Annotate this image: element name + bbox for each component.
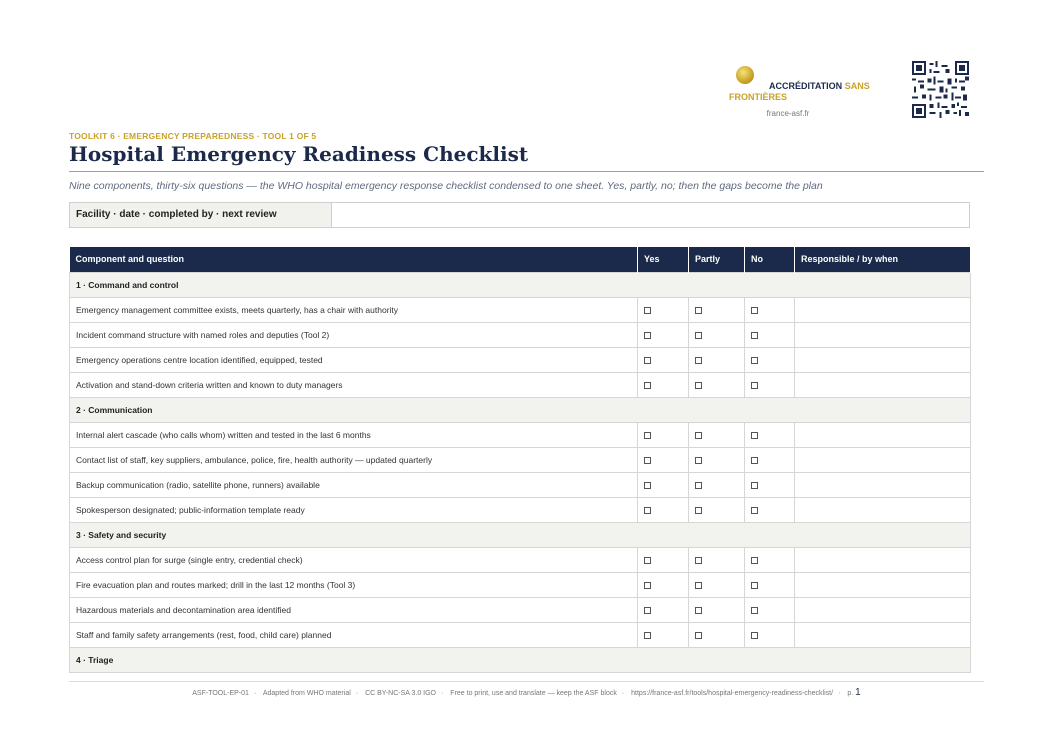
table-row	[70, 497, 971, 522]
table-row	[70, 372, 971, 397]
table-row	[70, 572, 971, 597]
responsible-field[interactable]	[795, 472, 971, 497]
no-cell	[745, 547, 795, 572]
no-cell	[745, 322, 795, 347]
footer-usage: Free to print, use and translate — keep the ASF block	[450, 690, 617, 697]
table-header-row	[70, 247, 971, 272]
yes-cell	[638, 572, 689, 597]
question-text: Contact list of staff, key suppliers, ambulance, police, fire, health authority — updated quarterly	[70, 447, 638, 472]
yes-checkbox[interactable]	[644, 357, 651, 364]
footer-page-prefix: p.	[847, 690, 854, 697]
facility-field[interactable]	[332, 203, 969, 227]
table-row	[70, 547, 971, 572]
question-text: Backup communication (radio, satellite phone, runners) available	[70, 472, 638, 497]
logo-name-dark: ACCRÉDITATION	[769, 81, 843, 91]
facility-label: Facility · date · completed by · next review	[70, 203, 332, 227]
no-cell	[745, 572, 795, 597]
partly-cell	[689, 572, 745, 597]
responsible-field[interactable]	[795, 622, 971, 647]
no-checkbox[interactable]	[751, 432, 758, 439]
section-title: 4 · Triage	[70, 647, 971, 672]
partly-checkbox[interactable]	[695, 557, 702, 564]
partly-cell	[689, 372, 745, 397]
responsible-field[interactable]	[795, 347, 971, 372]
yes-cell	[638, 597, 689, 622]
no-cell	[745, 472, 795, 497]
yes-checkbox[interactable]	[644, 432, 651, 439]
section-row	[70, 647, 971, 672]
question-text: Emergency management committee exists, meets quarterly, has a chair with authority	[70, 297, 638, 322]
question-text: Activation and stand-down criteria written and known to duty managers	[70, 372, 638, 397]
no-checkbox[interactable]	[751, 632, 758, 639]
page-title: Hospital Emergency Readiness Checklist	[69, 142, 529, 166]
partly-checkbox[interactable]	[695, 332, 702, 339]
table-row	[70, 597, 971, 622]
partly-cell	[689, 347, 745, 372]
partly-cell	[689, 447, 745, 472]
footer-license: CC BY-NC-SA 3.0 IGO	[365, 690, 436, 697]
question-text: Emergency operations centre location identified, equipped, tested	[70, 347, 638, 372]
page-subtitle: Nine components, thirty-six questions — the WHO hospital emergency response checklist condensed to one sheet. Yes, partly, no; then the gaps become the plan	[69, 180, 823, 192]
responsible-field[interactable]	[795, 497, 971, 522]
section-title: 2 · Communication	[70, 397, 971, 422]
title-divider	[69, 171, 984, 172]
yes-checkbox[interactable]	[644, 307, 651, 314]
footer-page-number: 1	[855, 687, 861, 698]
yes-checkbox[interactable]	[644, 482, 651, 489]
question-text: Spokesperson designated; public-information template ready	[70, 497, 638, 522]
footer-url[interactable]: https://france-asf.fr/tools/hospital-emergency-readiness-checklist/	[631, 690, 834, 697]
no-checkbox[interactable]	[751, 557, 758, 564]
no-cell	[745, 372, 795, 397]
responsible-field[interactable]	[795, 422, 971, 447]
responsible-field[interactable]	[795, 297, 971, 322]
yes-cell	[638, 472, 689, 497]
table-row	[70, 322, 971, 347]
no-cell	[745, 597, 795, 622]
no-checkbox[interactable]	[751, 357, 758, 364]
partly-checkbox[interactable]	[695, 382, 702, 389]
no-cell	[745, 497, 795, 522]
no-cell	[745, 297, 795, 322]
question-text: Internal alert cascade (who calls whom) written and tested in the last 6 months	[70, 422, 638, 447]
yes-checkbox[interactable]	[644, 457, 651, 464]
table-row	[70, 347, 971, 372]
no-checkbox[interactable]	[751, 582, 758, 589]
logo-name	[729, 81, 894, 103]
partly-cell	[689, 547, 745, 572]
page-footer: ASF-TOOL-EP-01 · Adapted from WHO material · CC BY-NC-SA 3.0 IGO · Free to print, use and translate — keep the ASF block · https://france-asf.fr/tools/hospital-emergency-readiness-checklist/ · p. 1	[192, 687, 861, 698]
partly-cell	[689, 622, 745, 647]
col-header-responsible: Responsible / by when	[795, 247, 971, 272]
table-row	[70, 297, 971, 322]
no-checkbox[interactable]	[751, 307, 758, 314]
partly-checkbox[interactable]	[695, 457, 702, 464]
responsible-field[interactable]	[795, 572, 971, 597]
footer-doc-id: ASF-TOOL-EP-01	[192, 690, 249, 697]
no-checkbox[interactable]	[751, 332, 758, 339]
partly-checkbox[interactable]	[695, 582, 702, 589]
yes-cell	[638, 422, 689, 447]
no-cell	[745, 422, 795, 447]
partly-cell	[689, 297, 745, 322]
logo-name-gold-1: SANS	[844, 81, 870, 91]
no-cell	[745, 622, 795, 647]
footer-source: Adapted from WHO material	[262, 690, 351, 697]
partly-checkbox[interactable]	[695, 632, 702, 639]
yes-cell	[638, 322, 689, 347]
yes-checkbox[interactable]	[644, 632, 651, 639]
table-row	[70, 472, 971, 497]
yes-cell	[638, 622, 689, 647]
col-header-yes: Yes	[638, 247, 689, 272]
responsible-field[interactable]	[795, 372, 971, 397]
yes-cell	[638, 297, 689, 322]
yes-checkbox[interactable]	[644, 557, 651, 564]
responsible-field[interactable]	[795, 322, 971, 347]
responsible-field[interactable]	[795, 597, 971, 622]
responsible-field[interactable]	[795, 547, 971, 572]
question-text: Access control plan for surge (single entry, credential check)	[70, 547, 638, 572]
question-text: Incident command structure with named roles and deputies (Tool 2)	[70, 322, 638, 347]
table-row	[70, 422, 971, 447]
logo-url: france-asf.fr	[766, 109, 810, 118]
no-checkbox[interactable]	[751, 382, 758, 389]
no-cell	[745, 447, 795, 472]
toolkit-kicker: TOOLKIT 6 · EMERGENCY PREPAREDNESS · TOOL 1 OF 5	[69, 131, 317, 141]
col-header-question: Component and question	[70, 247, 638, 272]
checklist-table	[69, 247, 971, 673]
no-checkbox[interactable]	[751, 457, 758, 464]
partly-checkbox[interactable]	[695, 357, 702, 364]
yes-cell	[638, 447, 689, 472]
partly-checkbox[interactable]	[695, 307, 702, 314]
table-row	[70, 622, 971, 647]
yes-cell	[638, 347, 689, 372]
partly-checkbox[interactable]	[695, 432, 702, 439]
partly-cell	[689, 472, 745, 497]
partly-cell	[689, 322, 745, 347]
yes-checkbox[interactable]	[644, 332, 651, 339]
partly-cell	[689, 497, 745, 522]
question-text: Staff and family safety arrangements (rest, food, child care) planned	[70, 622, 638, 647]
yes-cell	[638, 497, 689, 522]
section-row	[70, 522, 971, 547]
qr-code-icon	[912, 61, 969, 118]
col-header-no: No	[745, 247, 795, 272]
facility-box	[69, 202, 970, 228]
yes-checkbox[interactable]	[644, 507, 651, 514]
section-title: 1 · Command and control	[70, 272, 971, 297]
footer-divider	[69, 681, 984, 682]
table-row	[70, 447, 971, 472]
partly-cell	[689, 422, 745, 447]
section-row	[70, 272, 971, 297]
responsible-field[interactable]	[795, 447, 971, 472]
no-checkbox[interactable]	[751, 507, 758, 514]
partly-cell	[689, 597, 745, 622]
yes-checkbox[interactable]	[644, 582, 651, 589]
yes-checkbox[interactable]	[644, 607, 651, 614]
question-text: Hazardous materials and decontamination area identified	[70, 597, 638, 622]
col-header-partly: Partly	[689, 247, 745, 272]
no-checkbox[interactable]	[751, 482, 758, 489]
section-row	[70, 397, 971, 422]
checklist-body	[70, 272, 971, 672]
section-title: 3 · Safety and security	[70, 522, 971, 547]
question-text: Fire evacuation plan and routes marked; drill in the last 12 months (Tool 3)	[70, 572, 638, 597]
partly-checkbox[interactable]	[695, 482, 702, 489]
yes-cell	[638, 372, 689, 397]
yes-cell	[638, 547, 689, 572]
no-checkbox[interactable]	[751, 607, 758, 614]
logo-name-gold-2: FRONTIÈRES	[729, 92, 788, 102]
yes-checkbox[interactable]	[644, 382, 651, 389]
partly-checkbox[interactable]	[695, 607, 702, 614]
no-cell	[745, 347, 795, 372]
partly-checkbox[interactable]	[695, 507, 702, 514]
